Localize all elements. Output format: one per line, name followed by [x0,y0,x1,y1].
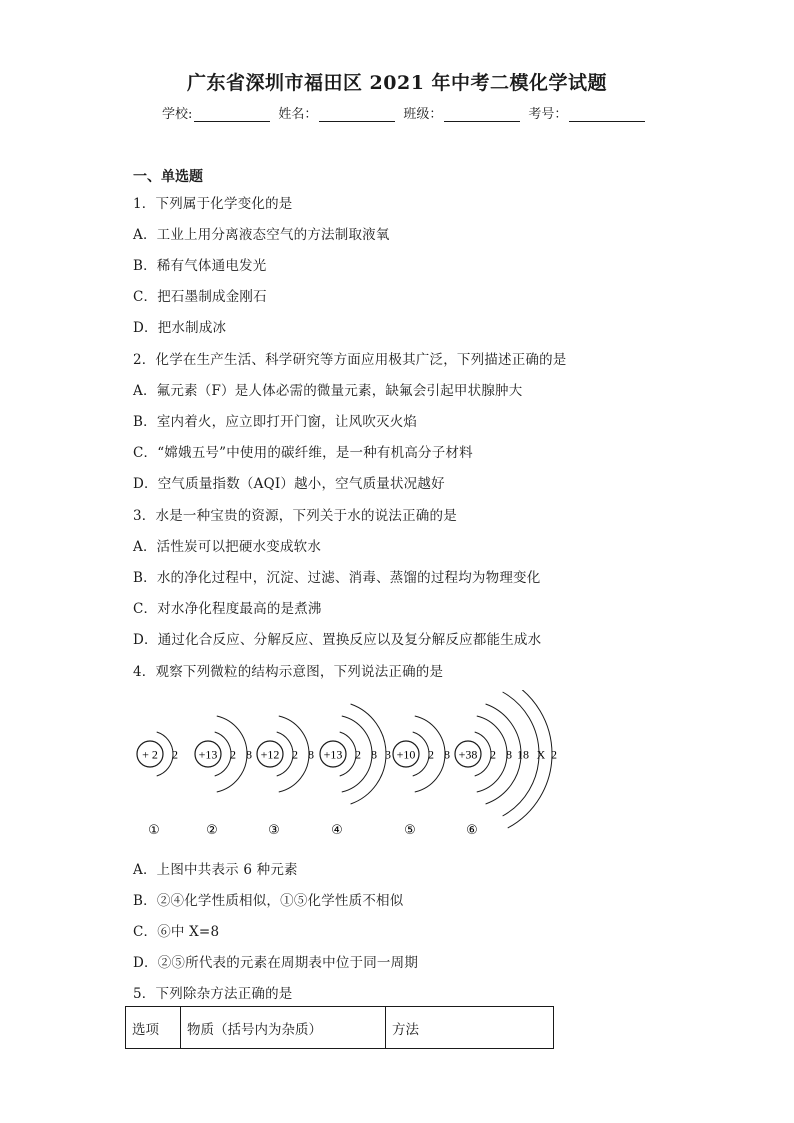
section-heading: 一、单选题 [133,169,203,185]
q1-option-a: A．工业上用分离液态空气的方法制取液氧 [133,227,390,243]
exam-no-blank[interactable] [569,107,645,122]
shell-electron-count: 3 [385,747,391,762]
question-3: 3．水是一种宝贵的资源，下列关于水的说法正确的是 [133,508,457,524]
q2-option-b: B．室内着火，应立即打开门窗，让风吹灭火焰 [133,414,418,430]
q1-option-d: D．把水制成冰 [133,320,227,336]
atom-label: ⑥ [466,823,478,838]
atom-4 [320,704,391,838]
name-blank[interactable] [319,107,395,122]
table-header-cell: 物质（括号内为杂质） [181,1007,386,1049]
q4-option-b: B．②④化学性质相似，①⑤化学性质不相似 [133,893,404,909]
question-5: 5．下列除杂方法正确的是 [133,986,293,1002]
nucleus-charge: +12 [260,747,280,762]
nucleus-charge: +10 [396,747,416,762]
q3-option-c: C．对水净化程度最高的是煮沸 [133,601,322,617]
table-header-cell: 方法 [386,1007,554,1049]
name-label: 姓名： [278,107,318,122]
shell-electron-count: 2 [172,747,178,762]
atom-label: ② [206,823,218,838]
nucleus-charge: +13 [323,747,343,762]
page-title: 广东省深圳市福田区 2021 年中考二模化学试题 [186,72,608,94]
q1-option-c: C．把石墨制成金刚石 [133,289,267,305]
question-4: 4．观察下列微粒的结构示意图，下列说法正确的是 [133,664,444,680]
shell-electron-count: 2 [355,747,361,762]
shell-electron-count: 2 [551,747,557,762]
q5-table [125,1006,554,1049]
question-2: 2．化学在生产生活、科学研究等方面应用极其广泛，下列描述正确的是 [133,352,567,368]
shell-electron-count: 18 [517,747,529,762]
nucleus-charge: + 2 [142,747,158,762]
class-blank[interactable] [444,107,520,122]
shell-electron-count: 2 [428,747,434,762]
q2-option-a: A．氟元素（F）是人体必需的微量元素，缺氟会引起甲状腺肿大 [133,383,523,399]
school-label: 学校: [162,107,193,122]
shell-electron-count: 8 [371,747,377,762]
q3-option-b: B．水的净化过程中，沉淀、过滤、消毒、蒸馏的过程均为物理变化 [133,570,541,586]
shell-electron-count: 8 [308,747,314,762]
class-label: 班级： [403,107,443,122]
shell-electron-count: X [536,747,546,762]
shell-electron-count: 2 [230,747,236,762]
atom-label: ① [148,823,160,838]
atom-label: ④ [331,823,343,838]
q4-option-a: A．上图中共表示 6 种元素 [133,862,298,878]
atom-3 [257,716,314,838]
atom-label: ⑤ [404,823,416,838]
shell-electron-count: 8 [444,747,450,762]
atom-label: ③ [268,823,280,838]
atom-1 [137,732,178,838]
atomic-structure-diagrams [128,690,568,840]
q3-option-a: A．活性炭可以把硬水变成软水 [133,539,322,555]
q2-option-c: C．“嫦娥五号”中使用的碳纤维，是一种有机高分子材料 [133,445,473,461]
atom-5 [393,716,450,838]
atom-6 [455,690,557,838]
q3-option-d: D．通过化合反应、分解反应、置换反应以及复分解反应都能生成水 [133,632,542,648]
table-header-row [126,1007,554,1049]
atom-2 [195,716,252,838]
atom-diagram-svg [128,690,568,840]
student-info-row [162,103,653,122]
question-1: 1．下列属于化学变化的是 [133,196,293,212]
table-header-cell: 选项 [126,1007,181,1049]
electron-shell-arc [157,732,173,776]
nucleus-charge: +38 [458,747,478,762]
q1-option-b: B．稀有气体通电发光 [133,258,267,274]
shell-electron-count: 8 [506,747,512,762]
exam-no-label: 考号： [528,107,568,122]
shell-electron-count: 8 [246,747,252,762]
nucleus-charge: +13 [198,747,218,762]
q2-option-d: D．空气质量指数（AQI）越小，空气质量状况越好 [133,476,445,492]
school-blank[interactable] [194,107,270,122]
q4-option-d: D．②⑤所代表的元素在周期表中位于同一周期 [133,955,419,971]
q4-option-c: C．⑥中 X=8 [133,924,220,940]
shell-electron-count: 2 [292,747,298,762]
shell-electron-count: 2 [490,747,496,762]
